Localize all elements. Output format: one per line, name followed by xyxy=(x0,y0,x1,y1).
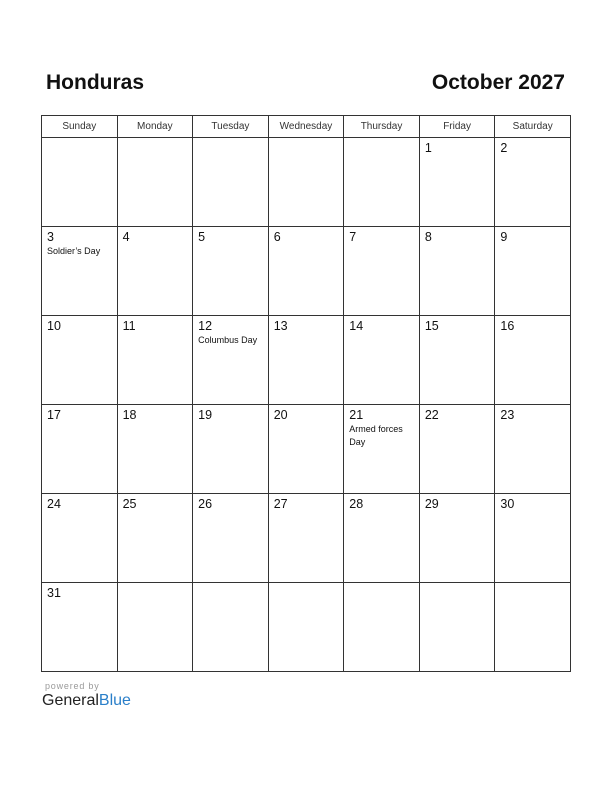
day-cell-content xyxy=(118,405,193,493)
week-row xyxy=(42,138,571,227)
day-number: 21 xyxy=(349,408,364,422)
day-cell-content xyxy=(495,138,570,226)
day-cell-content xyxy=(42,405,117,493)
weekday-header: Wednesday xyxy=(268,116,344,138)
day-number: 11 xyxy=(122,319,136,333)
day-cell xyxy=(117,138,193,227)
week-row xyxy=(42,583,571,672)
day-cell-content xyxy=(344,138,419,226)
day-number: 17 xyxy=(47,408,61,422)
brand-logo xyxy=(42,692,131,710)
day-cell-content xyxy=(193,583,268,671)
day-cell-content xyxy=(193,316,268,404)
day-number: 25 xyxy=(122,497,137,511)
day-cell xyxy=(268,494,344,583)
day-number: 8 xyxy=(424,230,432,244)
day-cell xyxy=(344,227,420,316)
day-cell-content xyxy=(42,227,117,315)
day-cell-content xyxy=(420,138,495,226)
week-row xyxy=(42,227,571,316)
day-cell xyxy=(268,316,344,405)
day-number: 26 xyxy=(198,497,213,511)
day-cell xyxy=(419,583,495,672)
day-cell-content xyxy=(495,583,570,671)
day-cell xyxy=(495,494,571,583)
day-number: 5 xyxy=(198,230,206,244)
powered-by-text: powered by xyxy=(45,681,100,691)
day-cell xyxy=(268,138,344,227)
day-number: 18 xyxy=(122,408,137,422)
day-cell xyxy=(193,494,269,583)
day-number: 19 xyxy=(198,408,213,422)
day-cell xyxy=(117,316,193,405)
weekday-header: Sunday xyxy=(42,116,118,138)
day-cell xyxy=(495,405,571,494)
day-number: 12 xyxy=(198,319,213,333)
brand-general-text: General xyxy=(42,692,99,709)
day-cell-content xyxy=(495,316,570,404)
day-cell xyxy=(419,138,495,227)
day-cell-content xyxy=(344,405,419,493)
day-cell xyxy=(268,583,344,672)
day-cell-content xyxy=(118,227,193,315)
day-cell-content xyxy=(344,227,419,315)
day-number: 24 xyxy=(47,497,61,511)
day-cell-content xyxy=(193,138,268,226)
brand-blue-text: Blue xyxy=(98,692,131,709)
holiday-label: Armed forces Day xyxy=(349,424,403,447)
day-cell xyxy=(117,227,193,316)
day-cell-content xyxy=(118,138,193,226)
day-cell xyxy=(344,138,420,227)
day-number: 28 xyxy=(349,497,364,511)
day-cell-content xyxy=(495,405,570,493)
day-cell xyxy=(42,583,118,672)
day-number: 3 xyxy=(47,230,54,244)
day-cell xyxy=(419,227,495,316)
day-cell-content xyxy=(193,405,268,493)
day-cell xyxy=(268,405,344,494)
day-number: 1 xyxy=(424,141,432,155)
day-number: 20 xyxy=(273,408,288,422)
day-cell-content xyxy=(269,583,344,671)
weekday-header: Thursday xyxy=(344,116,420,138)
day-cell-content xyxy=(193,227,268,315)
day-cell-content xyxy=(344,583,419,671)
day-cell xyxy=(344,405,420,494)
day-number: 22 xyxy=(424,408,439,422)
day-cell-content xyxy=(495,494,570,582)
day-cell-content xyxy=(42,138,117,226)
weekday-header: Monday xyxy=(117,116,193,138)
day-number: 23 xyxy=(500,408,515,422)
day-cell-content xyxy=(420,316,495,404)
week-row xyxy=(42,316,571,405)
day-cell xyxy=(42,138,118,227)
day-cell-content xyxy=(344,494,419,582)
day-number: 14 xyxy=(349,319,364,333)
day-cell xyxy=(193,405,269,494)
day-cell xyxy=(495,316,571,405)
day-cell-content xyxy=(118,494,193,582)
day-cell xyxy=(268,227,344,316)
weekday-header: Saturday xyxy=(495,116,571,138)
day-cell xyxy=(117,494,193,583)
calendar-body xyxy=(42,138,571,672)
day-number: 4 xyxy=(122,230,130,244)
day-cell-content xyxy=(42,583,117,671)
month-year-title: October 2027 xyxy=(431,71,565,94)
day-number: 2 xyxy=(500,141,508,155)
weekday-header: Friday xyxy=(419,116,495,138)
day-number: 29 xyxy=(424,497,439,511)
day-cell-content xyxy=(269,138,344,226)
day-cell-content xyxy=(118,583,193,671)
day-cell-content xyxy=(42,494,117,582)
day-cell xyxy=(193,316,269,405)
day-cell xyxy=(42,405,118,494)
day-number: 27 xyxy=(273,497,288,511)
day-cell-content xyxy=(420,405,495,493)
day-number: 10 xyxy=(47,319,61,333)
day-cell xyxy=(193,583,269,672)
day-cell xyxy=(42,494,118,583)
day-cell-content xyxy=(269,405,344,493)
day-cell-content xyxy=(420,494,495,582)
day-cell xyxy=(495,583,571,672)
day-cell xyxy=(495,138,571,227)
day-cell-content xyxy=(118,316,193,404)
holiday-label: Columbus Day xyxy=(198,335,258,345)
day-cell xyxy=(419,494,495,583)
week-row xyxy=(42,405,571,494)
day-cell xyxy=(117,405,193,494)
holiday-label: Soldier’s Day xyxy=(47,246,101,256)
country-title: Honduras xyxy=(46,71,145,94)
day-cell xyxy=(193,227,269,316)
day-number: 31 xyxy=(47,586,61,600)
week-row xyxy=(42,494,571,583)
day-number: 9 xyxy=(500,230,508,244)
day-cell xyxy=(344,494,420,583)
day-cell-content xyxy=(420,227,495,315)
day-cell-content xyxy=(193,494,268,582)
day-cell xyxy=(344,583,420,672)
day-cell xyxy=(419,316,495,405)
day-cell xyxy=(193,138,269,227)
day-number: 7 xyxy=(349,230,357,244)
day-cell-content xyxy=(269,494,344,582)
day-cell xyxy=(344,316,420,405)
day-cell xyxy=(42,316,118,405)
day-cell xyxy=(495,227,571,316)
weekday-header-row xyxy=(42,116,571,138)
day-number: 16 xyxy=(500,319,515,333)
day-cell-content xyxy=(42,316,117,404)
footer xyxy=(42,681,131,710)
day-number: 30 xyxy=(500,497,515,511)
day-cell-content xyxy=(420,583,495,671)
day-cell-content xyxy=(495,227,570,315)
day-cell xyxy=(42,227,118,316)
calendar-grid xyxy=(41,115,571,672)
day-cell-content xyxy=(269,227,344,315)
day-number: 13 xyxy=(273,319,288,333)
day-cell-content xyxy=(269,316,344,404)
day-cell-content xyxy=(344,316,419,404)
day-number: 15 xyxy=(424,319,439,333)
day-number: 6 xyxy=(273,230,281,244)
day-cell xyxy=(419,405,495,494)
weekday-header: Tuesday xyxy=(193,116,269,138)
day-cell xyxy=(117,583,193,672)
